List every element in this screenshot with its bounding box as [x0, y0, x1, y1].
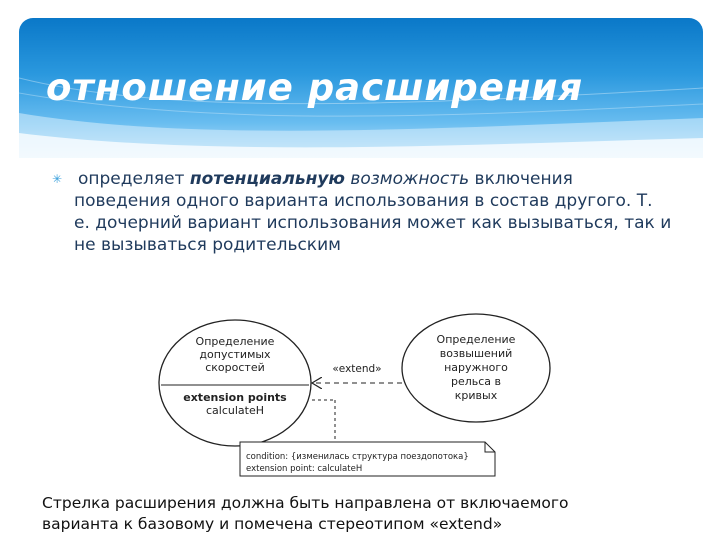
extending-name-line-2: возвышений	[439, 347, 513, 360]
base-name-line-2: допустимых	[199, 348, 271, 361]
base-name-line-3: скоростей	[205, 361, 265, 374]
title-banner	[19, 18, 703, 158]
bullet-rest: включения поведения одного варианта использования в состав другого. Т. е. дочерний вариант использования может как вызываться, так и не вызываться родительским	[74, 169, 672, 255]
bullet-paragraph	[52, 168, 672, 256]
note-extension-point-line: extension point: calculateH	[246, 464, 363, 474]
extend-stereotype-label: «extend»	[332, 363, 382, 375]
use-case-diagram	[150, 308, 560, 478]
extending-name-line-3: наружного	[444, 361, 508, 374]
extending-name-line-5: кривых	[454, 389, 498, 402]
diagram-caption	[42, 493, 702, 535]
caption-line-2: варианта к базовому и помечена стереотипом «extend»	[42, 515, 503, 533]
bullet-star-icon: ✳	[52, 172, 63, 186]
extending-name-line-4: рельса в	[450, 375, 502, 388]
bullet-emphasis-italic: возможность	[344, 169, 470, 189]
caption-line-1: Стрелка расширения должна быть направлена от включаемого	[42, 494, 569, 512]
extension-points-title: extension points	[183, 391, 287, 404]
extension-point-item: calculateH	[205, 404, 265, 417]
bullet-text	[52, 168, 672, 256]
bullet-emphasis-bold: потенциальную	[189, 169, 345, 189]
page-title: отношение расширения	[46, 66, 584, 109]
extending-name-line-1: Определение	[436, 333, 516, 346]
note-condition-line: condition: {изменилась структура поездопотока}	[246, 452, 469, 462]
bullet-lead: определяет	[78, 169, 190, 189]
base-name-line-1: Определение	[195, 335, 275, 348]
